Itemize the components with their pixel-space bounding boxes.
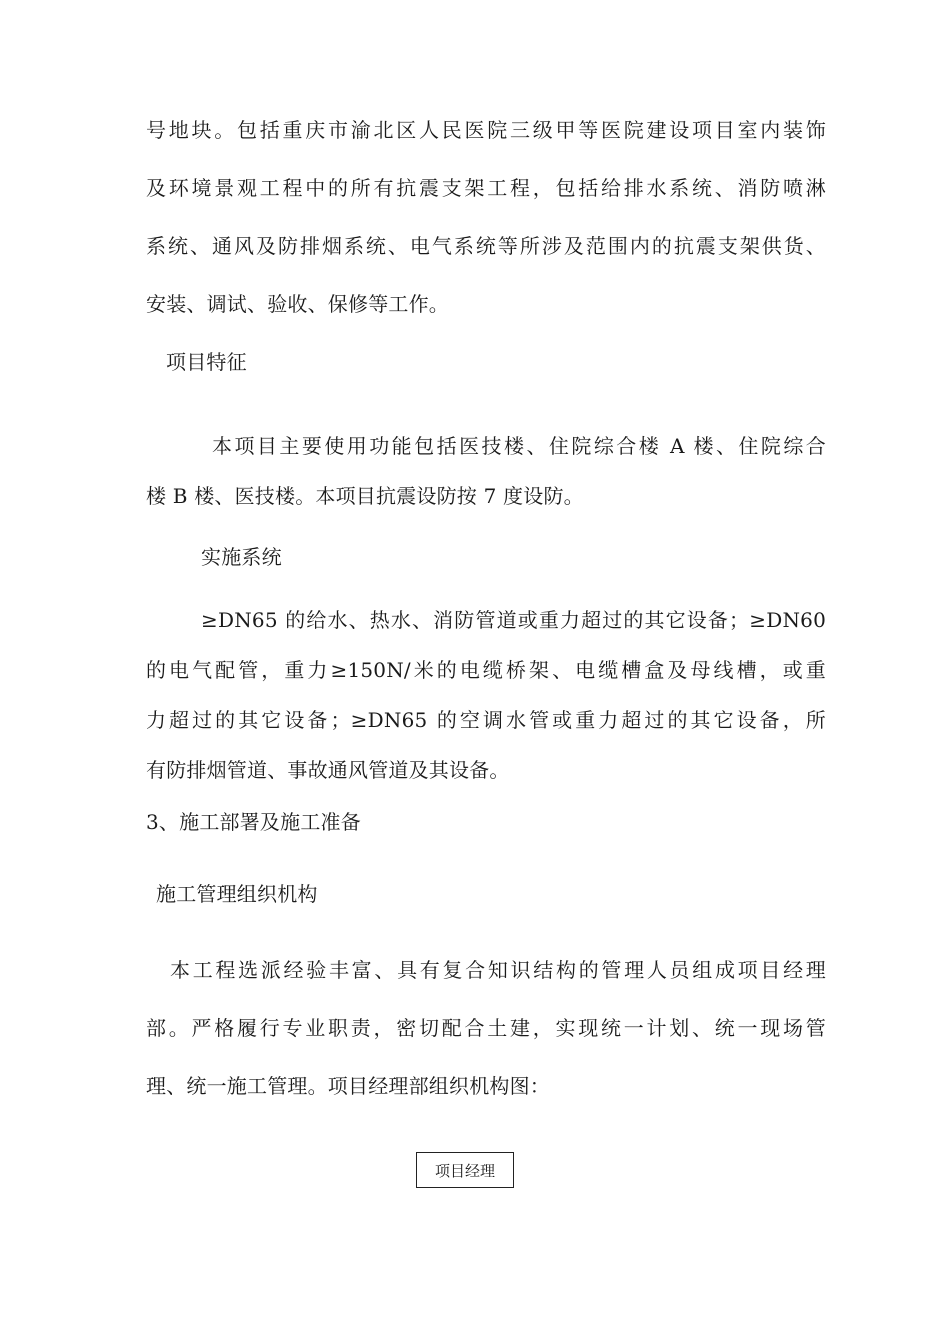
section-3-line-1: 本工程选派经验丰富、具有复合知识结构的管理人员组成项目经理 <box>170 958 826 982</box>
systems-line-1: ≥DN65 的给水、热水、消防管道或重力超过的其它设备；≥DN60 <box>201 608 826 632</box>
scope-line-4: 安装、调试、验收、保修等工作。 <box>146 292 449 316</box>
features-line-1: 本项目主要使用功能包括医技楼、住院综合楼 A 楼、住院综合 <box>212 434 826 458</box>
scope-line-3: 系统、通风及防排烟系统、电气系统等所涉及范围内的抗震支架供货、 <box>146 234 826 258</box>
systems-line-2: 的电气配管，重力≥150N/米的电缆桥架、电缆槽盒及母线槽，或重 <box>146 658 826 682</box>
scope-line-2: 及环境景观工程中的所有抗震支架工程，包括给排水系统、消防喷淋 <box>146 176 826 200</box>
section-3-heading: 3、施工部署及施工准备 <box>146 810 361 834</box>
org-structure-heading: 施工管理组织机构 <box>156 882 318 906</box>
section-3-line-2: 部。严格履行专业职责，密切配合土建，实现统一计划、统一现场管 <box>146 1016 826 1040</box>
features-heading: 项目特征 <box>166 350 247 374</box>
scope-line-1: 号地块。包括重庆市渝北区人民医院三级甲等医院建设项目室内装饰 <box>146 118 826 142</box>
org-chart-node-label: 项目经理 <box>434 1161 495 1180</box>
systems-line-4: 有防排烟管道、事故通风管道及其设备。 <box>146 758 510 782</box>
org-chart-node-project-manager <box>416 1152 514 1188</box>
section-3-line-3: 理、统一施工管理。项目经理部组织机构图： <box>146 1074 550 1098</box>
systems-line-3: 力超过的其它设备；≥DN65 的空调水管或重力超过的其它设备，所 <box>146 708 826 732</box>
features-line-2: 楼 B 楼、医技楼。本项目抗震设防按 7 度设防。 <box>146 484 584 508</box>
systems-heading: 实施系统 <box>201 545 282 569</box>
